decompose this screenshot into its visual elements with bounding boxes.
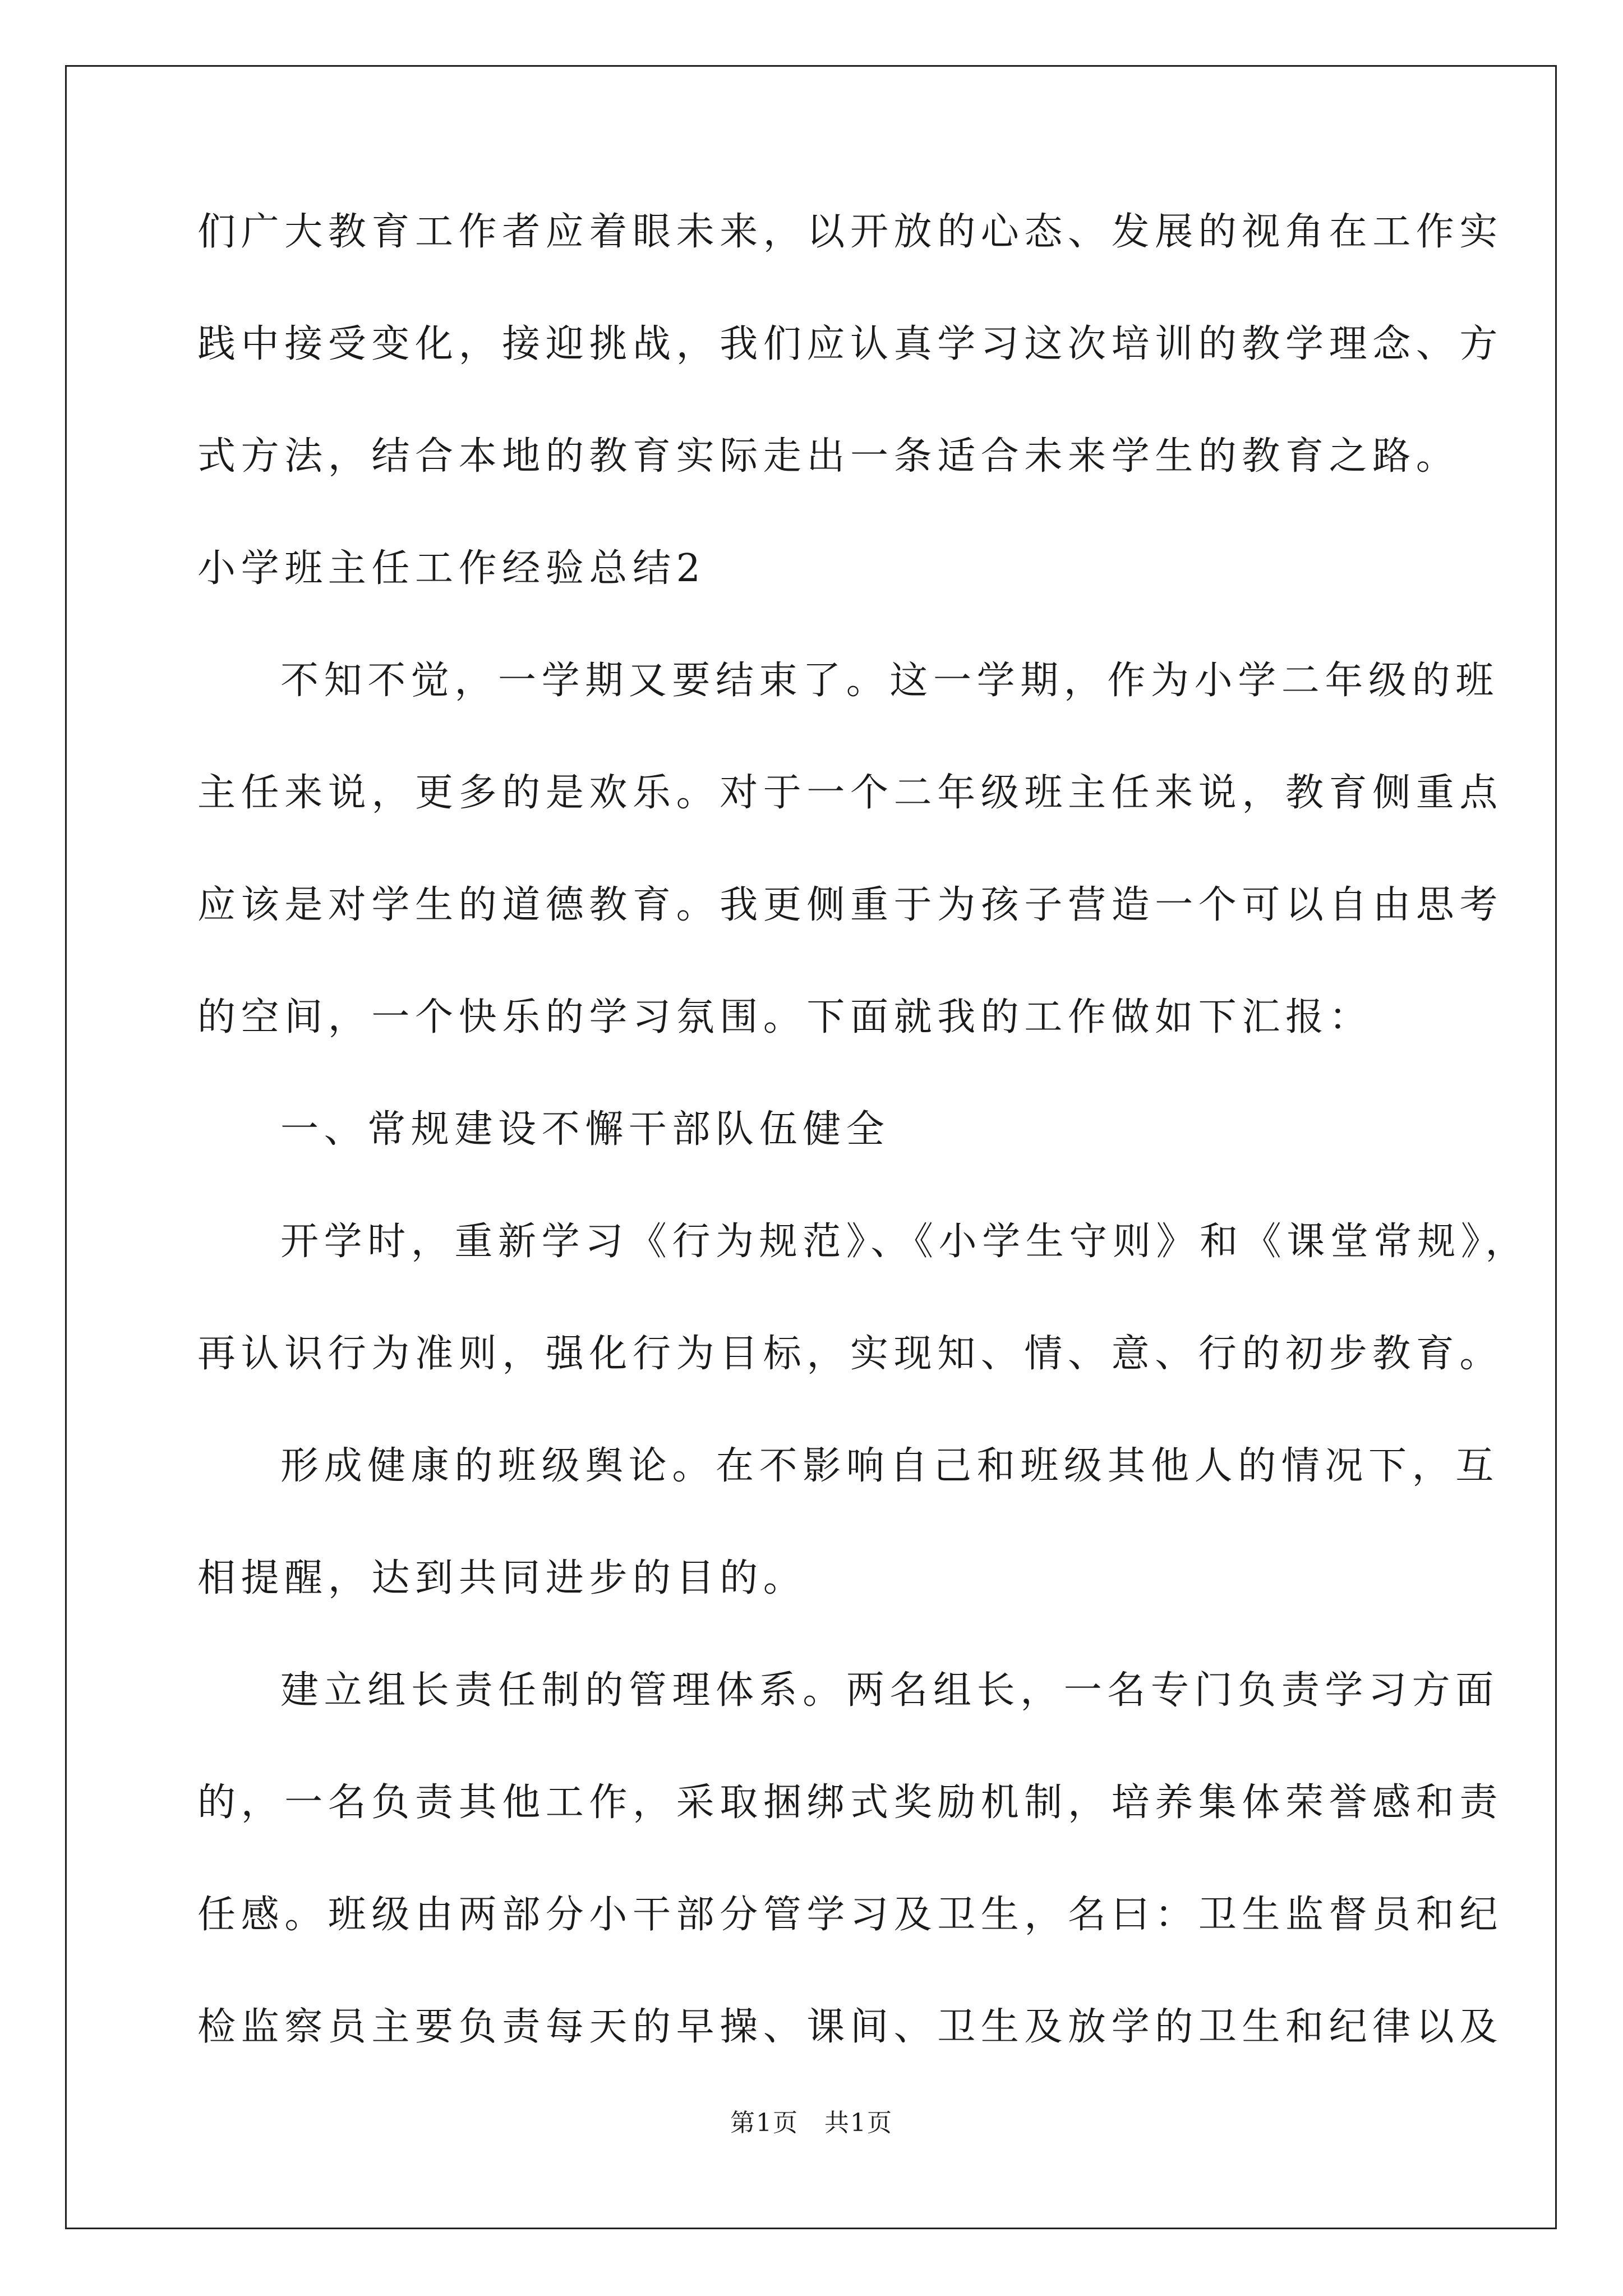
paragraph-line: 建立组长责任制的管理体系。两名组长，一名专门负责学习方面	[280, 1668, 1499, 1713]
paragraph-line: 任感。班级由两部分小干部分管学习及卫生，名曰：卫生监督员和纪	[197, 1893, 1504, 1937]
paragraph-line: 再认识行为准则，强化行为目标，实现知、情、意、行的初步教育。	[197, 1332, 1504, 1376]
paragraph-line: 检监察员主要负责每天的早操、课间、卫生及放学的卫生和纪律以及	[197, 2005, 1504, 2049]
subheading: 一、常规建设不懈干部队伍健全	[280, 1107, 890, 1152]
paragraph-line: 主任来说，更多的是欢乐。对于一个二年级班主任来说，教育侧重点	[197, 771, 1504, 815]
paragraph-line: 相提醒，达到共同进步的目的。	[197, 1556, 807, 1600]
paragraph-line: 形成健康的班级舆论。在不影响自己和班级其他人的情况下，互	[280, 1444, 1499, 1488]
page-footer: 第1页 共1页	[730, 2109, 893, 2137]
section-heading: 小学班主任工作经验总结2	[197, 546, 706, 591]
paragraph-line: 开学时，重新学习《行为规范》、《小学生守则》和《课堂常规》，	[280, 1220, 1529, 1264]
paragraph-line: 式方法，结合本地的教育实际走出一条适合未来学生的教育之路。	[197, 434, 1460, 478]
paragraph-line: 不知不觉，一学期又要结束了。这一学期，作为小学二年级的班	[280, 659, 1499, 703]
paragraph-line: 们广大教育工作者应着眼未来，以开放的心态、发展的视角在工作实	[197, 210, 1504, 254]
paragraph-line: 的空间，一个快乐的学习氛围。下面就我的工作做如下汇报：	[197, 995, 1373, 1039]
paragraph-line: 的，一名负责其他工作，采取捆绑式奖励机制，培养集体荣誉感和责	[197, 1780, 1504, 1825]
paragraph-line: 应该是对学生的道德教育。我更侧重于为孩子营造一个可以自由思考	[197, 883, 1504, 927]
paragraph-line: 践中接受变化，接迎挑战，我们应认真学习这次培训的教学理念、方	[197, 322, 1504, 366]
